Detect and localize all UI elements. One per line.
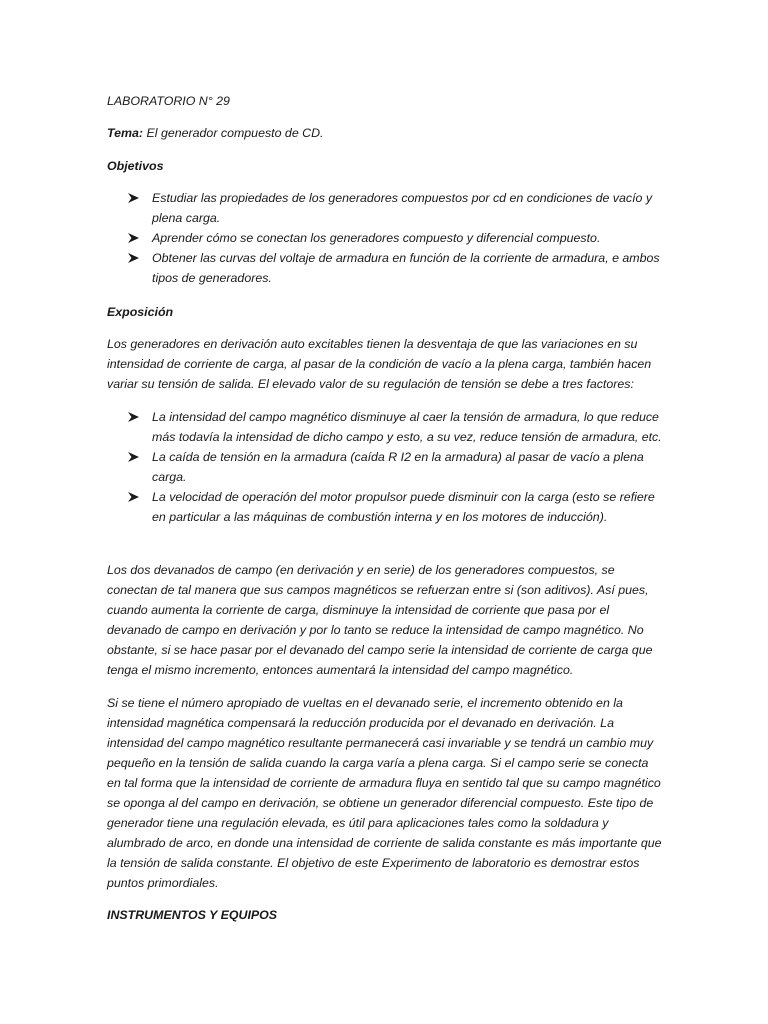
- arrow-bullet-icon: [128, 193, 139, 203]
- exposicion-heading: Exposición: [107, 305, 174, 319]
- arrow-bullet-icon: [128, 233, 139, 243]
- lab-title: LABORATORIO N° 29: [107, 94, 230, 108]
- objetivo-text: Aprender cómo se conectan los generadores compuesto y diferencial compuesto.: [152, 231, 601, 245]
- list-item: [128, 447, 668, 487]
- tema-text: El generador compuesto de CD.: [143, 126, 324, 140]
- instrumentos-heading: INSTRUMENTOS Y EQUIPOS: [107, 908, 278, 922]
- arrow-bullet-icon: [128, 452, 139, 462]
- exposicion-paragraph-1: Los generadores en derivación auto excitables tienen la desventaja de que las variaciones en su intensidad de corriente de carga, al pasar de la condición de vacío a la plena carga, también hacen variar su tensión de salida. El elevado valor de su regulación de tensión se debe a tres factores:: [107, 337, 652, 391]
- factor-text: La intensidad del campo magnético disminuye al caer la tensión de armadura, lo que reduce más todavía la intensidad de dicho campo y esto, a su vez, reduce tensión de armadura, etc.: [152, 410, 662, 444]
- objetivos-heading: Objetivos: [107, 159, 164, 173]
- factor-text: La caída de tensión en la armadura (caída R I2 en la armadura) al pasar de vacío a plena carga.: [152, 450, 644, 484]
- objetivos-list: [128, 188, 668, 288]
- tema-label: Tema:: [107, 126, 144, 140]
- factor-text: La velocidad de operación del motor propulsor puede disminuir con la carga (esto se refiere en particular a las máquinas de combustión interna y en los motores de inducción).: [152, 490, 655, 524]
- factores-list: [128, 407, 668, 527]
- arrow-bullet-icon: [128, 253, 139, 263]
- objetivo-text: Obtener las curvas del voltaje de armadura en función de la corriente de armadura, e ambos tipos de generadores.: [152, 251, 660, 285]
- list-item: [128, 487, 668, 527]
- exposicion-paragraph-3: Si se tiene el número apropiado de vueltas en el devanado serie, el incremento obtenido en la intensidad magnética compensará la reducción producida por el devanado en derivación. La intensidad del campo magnético resultante permanecerá casi invariable y se tendrá un cambio muy pequeño en la tensión de salida cuando la carga varía a plena carga. Si el campo serie se conecta en tal forma que la intensidad de corriente de armadura fluya en sentido tal que su campo magnético se oponga al del campo en derivación, se obtiene un generador diferencial compuesto. Este tipo de generador tiene una regulación elevada, es útil para aplicaciones tales como la soldadura y alumbrado de arco, en donde una intensidad de corriente de salida constante es más importante que la tensión de salida constante. El objetivo de este Experimento de laboratorio es demostrar estos puntos primordiales.: [107, 696, 662, 890]
- tema-line: [107, 123, 663, 143]
- list-item: [128, 248, 668, 288]
- arrow-bullet-icon: [128, 492, 139, 502]
- list-item: [128, 188, 668, 228]
- list-item: [128, 407, 668, 447]
- list-item: [128, 228, 668, 248]
- exposicion-paragraph-2: Los dos devanados de campo (en derivación y en serie) de los generadores compuestos, se conectan de tal manera que sus campos magnéticos se refuerzan entre si (son aditivos). Así pues, cuando aumenta la corriente de carga, disminuye la intensidad de corriente que pasa por el devanado de campo en derivación y por lo tanto se reduce la intensidad de campo magnético. No obstante, si se hace pasar por el devanado del campo serie la intensidad de corriente de carga que tenga el mismo incremento, entonces aumentará la intensidad del campo magnético.: [107, 563, 653, 677]
- arrow-bullet-icon: [128, 412, 139, 422]
- objetivo-text: Estudiar las propiedades de los generadores compuestos por cd en condiciones de vacío y plena carga.: [152, 191, 653, 225]
